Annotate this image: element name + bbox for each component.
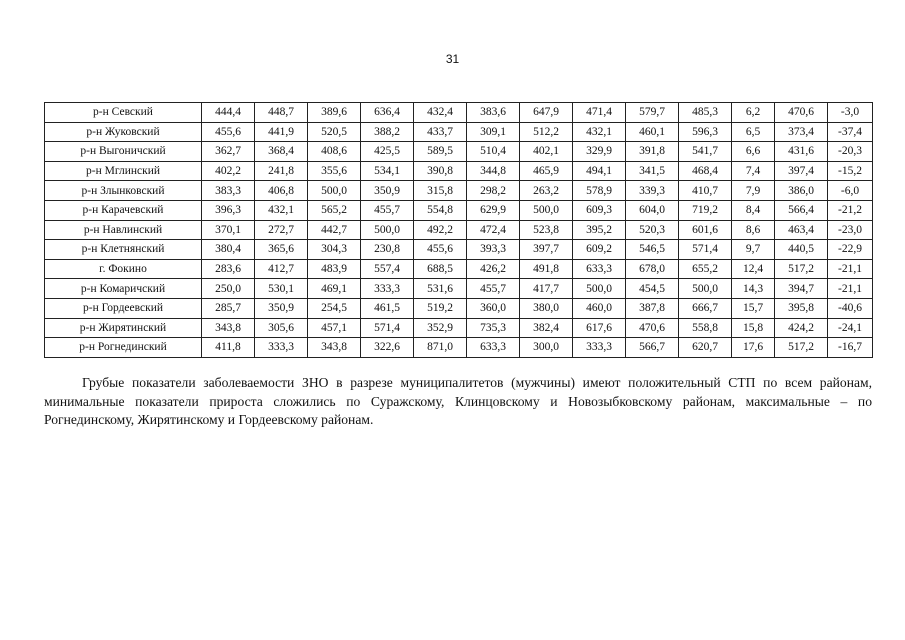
value-cell: 285,7 (202, 298, 255, 318)
value-cell: 444,4 (202, 103, 255, 123)
value-cell: 425,5 (361, 142, 414, 162)
table-row (45, 122, 873, 142)
value-cell: 517,2 (775, 259, 828, 279)
value-cell: 380,4 (202, 240, 255, 260)
value-cell: 465,9 (520, 161, 573, 181)
value-cell: 735,3 (467, 318, 520, 338)
value-cell: 510,4 (467, 142, 520, 162)
value-cell: 442,7 (308, 220, 361, 240)
value-cell: -37,4 (828, 122, 873, 142)
value-cell: 6,6 (732, 142, 775, 162)
value-cell: 390,8 (414, 161, 467, 181)
value-cell: -22,9 (828, 240, 873, 260)
region-name-cell: р-н Карачевский (45, 200, 202, 220)
value-cell: 373,4 (775, 122, 828, 142)
value-cell: 483,9 (308, 259, 361, 279)
value-cell: 309,1 (467, 122, 520, 142)
value-cell: 397,4 (775, 161, 828, 181)
value-cell: 719,2 (679, 200, 732, 220)
value-cell: 455,7 (361, 200, 414, 220)
value-cell: 571,4 (361, 318, 414, 338)
table-body (45, 103, 873, 358)
value-cell: -20,3 (828, 142, 873, 162)
value-cell: 382,4 (520, 318, 573, 338)
value-cell: 647,9 (520, 103, 573, 123)
value-cell: -24,1 (828, 318, 873, 338)
value-cell: 454,5 (626, 279, 679, 299)
value-cell: 383,6 (467, 103, 520, 123)
region-name-cell: р-н Злынковский (45, 181, 202, 201)
value-cell: 620,7 (679, 338, 732, 358)
value-cell: -3,0 (828, 103, 873, 123)
incidence-table (44, 102, 873, 358)
value-cell: 441,9 (255, 122, 308, 142)
region-name-cell: р-н Севский (45, 103, 202, 123)
value-cell: 350,9 (361, 181, 414, 201)
region-name-cell: р-н Жуковский (45, 122, 202, 142)
value-cell: 492,2 (414, 220, 467, 240)
value-cell: 633,3 (467, 338, 520, 358)
value-cell: 6,5 (732, 122, 775, 142)
value-cell: 455,7 (467, 279, 520, 299)
region-name-cell: г. Фокино (45, 259, 202, 279)
value-cell: 8,4 (732, 200, 775, 220)
value-cell: 383,3 (202, 181, 255, 201)
region-name-cell: р-н Гордеевский (45, 298, 202, 318)
value-cell: 432,4 (414, 103, 467, 123)
value-cell: 500,0 (361, 220, 414, 240)
value-cell: 410,7 (679, 181, 732, 201)
value-cell: 7,9 (732, 181, 775, 201)
page-number: 31 (445, 52, 460, 66)
value-cell: 589,5 (414, 142, 467, 162)
value-cell: 688,5 (414, 259, 467, 279)
value-cell: 355,6 (308, 161, 361, 181)
value-cell: 411,8 (202, 338, 255, 358)
value-cell: -21,1 (828, 279, 873, 299)
value-cell: 272,7 (255, 220, 308, 240)
value-cell: 12,4 (732, 259, 775, 279)
value-cell: 655,2 (679, 259, 732, 279)
value-cell: 519,2 (414, 298, 467, 318)
value-cell: 460,0 (573, 298, 626, 318)
value-cell: 463,4 (775, 220, 828, 240)
region-name-cell: р-н Мглинский (45, 161, 202, 181)
value-cell: 558,8 (679, 318, 732, 338)
value-cell: 6,2 (732, 103, 775, 123)
value-cell: 417,7 (520, 279, 573, 299)
value-cell: 530,1 (255, 279, 308, 299)
value-cell: 565,2 (308, 200, 361, 220)
value-cell: 678,0 (626, 259, 679, 279)
value-cell: 546,5 (626, 240, 679, 260)
value-cell: 263,2 (520, 181, 573, 201)
value-cell: 254,5 (308, 298, 361, 318)
value-cell: 470,6 (775, 103, 828, 123)
value-cell: 457,1 (308, 318, 361, 338)
value-cell: 300,0 (520, 338, 573, 358)
value-cell: 629,9 (467, 200, 520, 220)
value-cell: 343,8 (202, 318, 255, 338)
value-cell: 389,6 (308, 103, 361, 123)
value-cell: 304,3 (308, 240, 361, 260)
value-cell: 352,9 (414, 318, 467, 338)
value-cell: 571,4 (679, 240, 732, 260)
value-cell: 406,8 (255, 181, 308, 201)
value-cell: 666,7 (679, 298, 732, 318)
value-cell: 402,2 (202, 161, 255, 181)
value-cell: 494,1 (573, 161, 626, 181)
value-cell: 395,8 (775, 298, 828, 318)
table-row (45, 103, 873, 123)
value-cell: 365,6 (255, 240, 308, 260)
table-row (45, 279, 873, 299)
value-cell: 440,5 (775, 240, 828, 260)
value-cell: 8,6 (732, 220, 775, 240)
value-cell: 250,0 (202, 279, 255, 299)
value-cell: 360,0 (467, 298, 520, 318)
value-cell: 617,6 (573, 318, 626, 338)
value-cell: 636,4 (361, 103, 414, 123)
table-row (45, 142, 873, 162)
value-cell: 341,5 (626, 161, 679, 181)
value-cell: 596,3 (679, 122, 732, 142)
value-cell: 394,7 (775, 279, 828, 299)
value-cell: 460,1 (626, 122, 679, 142)
region-name-cell: р-н Жирятинский (45, 318, 202, 338)
value-cell: 393,3 (467, 240, 520, 260)
value-cell: 230,8 (361, 240, 414, 260)
value-cell: 370,1 (202, 220, 255, 240)
value-cell: 609,3 (573, 200, 626, 220)
region-name-cell: р-н Навлинский (45, 220, 202, 240)
value-cell: 305,6 (255, 318, 308, 338)
value-cell: 322,6 (361, 338, 414, 358)
value-cell: 426,2 (467, 259, 520, 279)
value-cell: -15,2 (828, 161, 873, 181)
region-name-cell: р-н Комаричский (45, 279, 202, 299)
value-cell: 368,4 (255, 142, 308, 162)
value-cell: 557,4 (361, 259, 414, 279)
value-cell: 315,8 (414, 181, 467, 201)
value-cell: 517,2 (775, 338, 828, 358)
value-cell: 500,0 (520, 200, 573, 220)
value-cell: -21,2 (828, 200, 873, 220)
value-cell: 470,6 (626, 318, 679, 338)
value-cell: 391,8 (626, 142, 679, 162)
value-cell: 362,7 (202, 142, 255, 162)
value-cell: 9,7 (732, 240, 775, 260)
value-cell: 534,1 (361, 161, 414, 181)
value-cell: 432,1 (255, 200, 308, 220)
table-row (45, 338, 873, 358)
value-cell: 343,8 (308, 338, 361, 358)
table-row (45, 200, 873, 220)
value-cell: 350,9 (255, 298, 308, 318)
value-cell: 520,3 (626, 220, 679, 240)
value-cell: 402,1 (520, 142, 573, 162)
value-cell: 633,3 (573, 259, 626, 279)
table-row (45, 318, 873, 338)
value-cell: 604,0 (626, 200, 679, 220)
table-row (45, 298, 873, 318)
value-cell: 491,8 (520, 259, 573, 279)
value-cell: 448,7 (255, 103, 308, 123)
value-cell: 500,0 (679, 279, 732, 299)
value-cell: 424,2 (775, 318, 828, 338)
value-cell: -6,0 (828, 181, 873, 201)
value-cell: 523,8 (520, 220, 573, 240)
value-cell: 298,2 (467, 181, 520, 201)
value-cell: 339,3 (626, 181, 679, 201)
value-cell: 396,3 (202, 200, 255, 220)
value-cell: 395,2 (573, 220, 626, 240)
value-cell: 380,0 (520, 298, 573, 318)
value-cell: 15,8 (732, 318, 775, 338)
table-row (45, 181, 873, 201)
value-cell: 17,6 (732, 338, 775, 358)
value-cell: 455,6 (202, 122, 255, 142)
body-paragraph: Грубые показатели заболеваемости ЗНО в разрезе муниципалитетов (мужчины) имеют положительный СТП по всем районам, минимальные показатели прироста сложились по Суражскому, Клинцовскому и Новозыбковскому районам, максимальные – по Рогнединскому, Жирятинскому и Гордеевскому районам. (44, 375, 872, 427)
value-cell: 500,0 (573, 279, 626, 299)
value-cell: 472,4 (467, 220, 520, 240)
value-cell: 554,8 (414, 200, 467, 220)
value-cell: 14,3 (732, 279, 775, 299)
table-row (45, 240, 873, 260)
value-cell: 579,7 (626, 103, 679, 123)
value-cell: 388,2 (361, 122, 414, 142)
value-cell: -21,1 (828, 259, 873, 279)
value-cell: -23,0 (828, 220, 873, 240)
value-cell: 397,7 (520, 240, 573, 260)
region-name-cell: р-н Рогнединский (45, 338, 202, 358)
value-cell: 531,6 (414, 279, 467, 299)
value-cell: 471,4 (573, 103, 626, 123)
value-cell: 15,7 (732, 298, 775, 318)
value-cell: 433,7 (414, 122, 467, 142)
value-cell: 283,6 (202, 259, 255, 279)
table-row (45, 220, 873, 240)
region-name-cell: р-н Клетнянский (45, 240, 202, 260)
value-cell: 871,0 (414, 338, 467, 358)
value-cell: -40,6 (828, 298, 873, 318)
value-cell: 578,9 (573, 181, 626, 201)
value-cell: 408,6 (308, 142, 361, 162)
value-cell: 541,7 (679, 142, 732, 162)
value-cell: 241,8 (255, 161, 308, 181)
table-row (45, 259, 873, 279)
value-cell: 329,9 (573, 142, 626, 162)
value-cell: 566,7 (626, 338, 679, 358)
value-cell: 455,6 (414, 240, 467, 260)
table-row (45, 161, 873, 181)
value-cell: 485,3 (679, 103, 732, 123)
value-cell: 333,3 (361, 279, 414, 299)
value-cell: 566,4 (775, 200, 828, 220)
value-cell: 520,5 (308, 122, 361, 142)
value-cell: 609,2 (573, 240, 626, 260)
value-cell: 387,8 (626, 298, 679, 318)
value-cell: 432,1 (573, 122, 626, 142)
value-cell: 412,7 (255, 259, 308, 279)
value-cell: 500,0 (308, 181, 361, 201)
value-cell: 7,4 (732, 161, 775, 181)
value-cell: 469,1 (308, 279, 361, 299)
value-cell: 601,6 (679, 220, 732, 240)
value-cell: 344,8 (467, 161, 520, 181)
value-cell: 386,0 (775, 181, 828, 201)
value-cell: 512,2 (520, 122, 573, 142)
value-cell: 333,3 (255, 338, 308, 358)
region-name-cell: р-н Выгоничский (45, 142, 202, 162)
value-cell: 431,6 (775, 142, 828, 162)
value-cell: 461,5 (361, 298, 414, 318)
value-cell: 468,4 (679, 161, 732, 181)
value-cell: 333,3 (573, 338, 626, 358)
value-cell: -16,7 (828, 338, 873, 358)
